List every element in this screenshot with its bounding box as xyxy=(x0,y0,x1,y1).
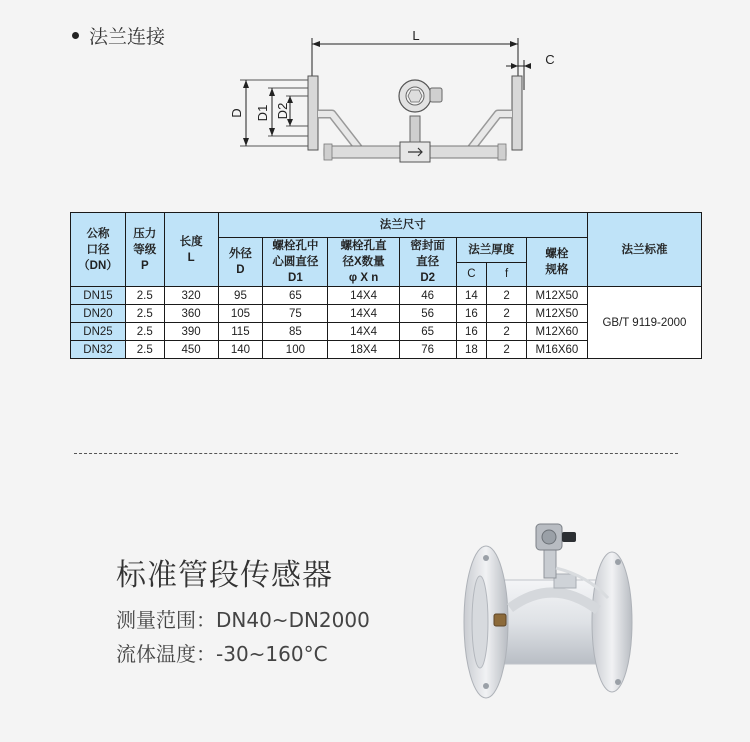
cell-d: 140 xyxy=(218,341,263,359)
flange-spec-table xyxy=(70,212,702,359)
fluid-temperature: 流体温度：-30~160°C xyxy=(116,642,328,666)
header-dn: 公称 口径 （DN） xyxy=(71,213,126,287)
cell-standard: GB/T 9119-2000 xyxy=(587,287,701,359)
cell-dn: DN32 xyxy=(71,341,126,359)
section-title-text: 法兰连接 xyxy=(89,26,166,48)
header-seal: 密封面 直径 D2 xyxy=(399,238,456,287)
cell-d1: 100 xyxy=(263,341,328,359)
cell-d: 95 xyxy=(218,287,263,305)
header-flange-size: 法兰尺寸 xyxy=(218,213,587,238)
cell-bolt: M12X50 xyxy=(526,305,587,323)
header-thickness-f: f xyxy=(487,262,527,287)
cell-d: 115 xyxy=(218,323,263,341)
header-bolt-circle: 螺栓孔中 心圆直径 D1 xyxy=(263,238,328,287)
cell-c: 18 xyxy=(456,341,487,359)
cell-d2: 46 xyxy=(399,287,456,305)
cell-phi: 14X4 xyxy=(328,305,399,323)
bullet-icon xyxy=(72,32,79,39)
cell-dn: DN25 xyxy=(71,323,126,341)
cell-d2: 65 xyxy=(399,323,456,341)
header-outer: 外径 D xyxy=(218,238,263,287)
cell-l: 320 xyxy=(164,287,218,305)
header-standard: 法兰标准 xyxy=(587,213,701,287)
cell-p: 2.5 xyxy=(125,305,164,323)
cell-p: 2.5 xyxy=(125,323,164,341)
label-c: C xyxy=(545,52,555,67)
header-bolt-hole: 螺栓孔直 径X数量 φ X n xyxy=(328,238,399,287)
header-bolt-spec: 螺栓 规格 xyxy=(526,238,587,287)
cell-d2: 56 xyxy=(399,305,456,323)
label-d2: D2 xyxy=(275,102,290,120)
cell-f: 2 xyxy=(487,287,527,305)
cell-bolt: M12X50 xyxy=(526,287,587,305)
cell-d1: 75 xyxy=(263,305,328,323)
table-row xyxy=(71,287,702,305)
cell-d: 105 xyxy=(218,305,263,323)
cell-p: 2.5 xyxy=(125,341,164,359)
cell-d1: 85 xyxy=(263,323,328,341)
cell-c: 16 xyxy=(456,323,487,341)
cell-p: 2.5 xyxy=(125,287,164,305)
cell-l: 390 xyxy=(164,323,218,341)
cell-phi: 14X4 xyxy=(328,287,399,305)
section-title xyxy=(72,22,165,49)
cell-l: 450 xyxy=(164,341,218,359)
cell-dn: DN15 xyxy=(71,287,126,305)
cell-l: 360 xyxy=(164,305,218,323)
label-l: L xyxy=(412,28,420,43)
cell-d2: 76 xyxy=(399,341,456,359)
header-length: 长度 L xyxy=(164,213,218,287)
cell-c: 14 xyxy=(456,287,487,305)
cell-f: 2 xyxy=(487,341,527,359)
cell-f: 2 xyxy=(487,323,527,341)
header-thickness: 法兰厚度 xyxy=(456,238,526,263)
cell-f: 2 xyxy=(487,305,527,323)
measuring-range: 测量范围：DN40~DN2000 xyxy=(116,608,370,632)
flange-connection-diagram xyxy=(220,18,580,178)
label-d1: D1 xyxy=(255,104,270,122)
cell-c: 16 xyxy=(456,305,487,323)
header-thickness-c: C xyxy=(456,262,487,287)
pipe-sensor-image xyxy=(458,518,638,714)
cell-bolt: M16X60 xyxy=(526,341,587,359)
cell-phi: 14X4 xyxy=(328,323,399,341)
label-d: D xyxy=(229,108,244,118)
cell-phi: 18X4 xyxy=(328,341,399,359)
header-pressure: 压力 等级 P xyxy=(125,213,164,287)
cell-dn: DN20 xyxy=(71,305,126,323)
cell-d1: 65 xyxy=(263,287,328,305)
dashed-divider xyxy=(74,453,678,454)
cell-bolt: M12X60 xyxy=(526,323,587,341)
product-title: 标准管段传感器 xyxy=(116,558,333,593)
